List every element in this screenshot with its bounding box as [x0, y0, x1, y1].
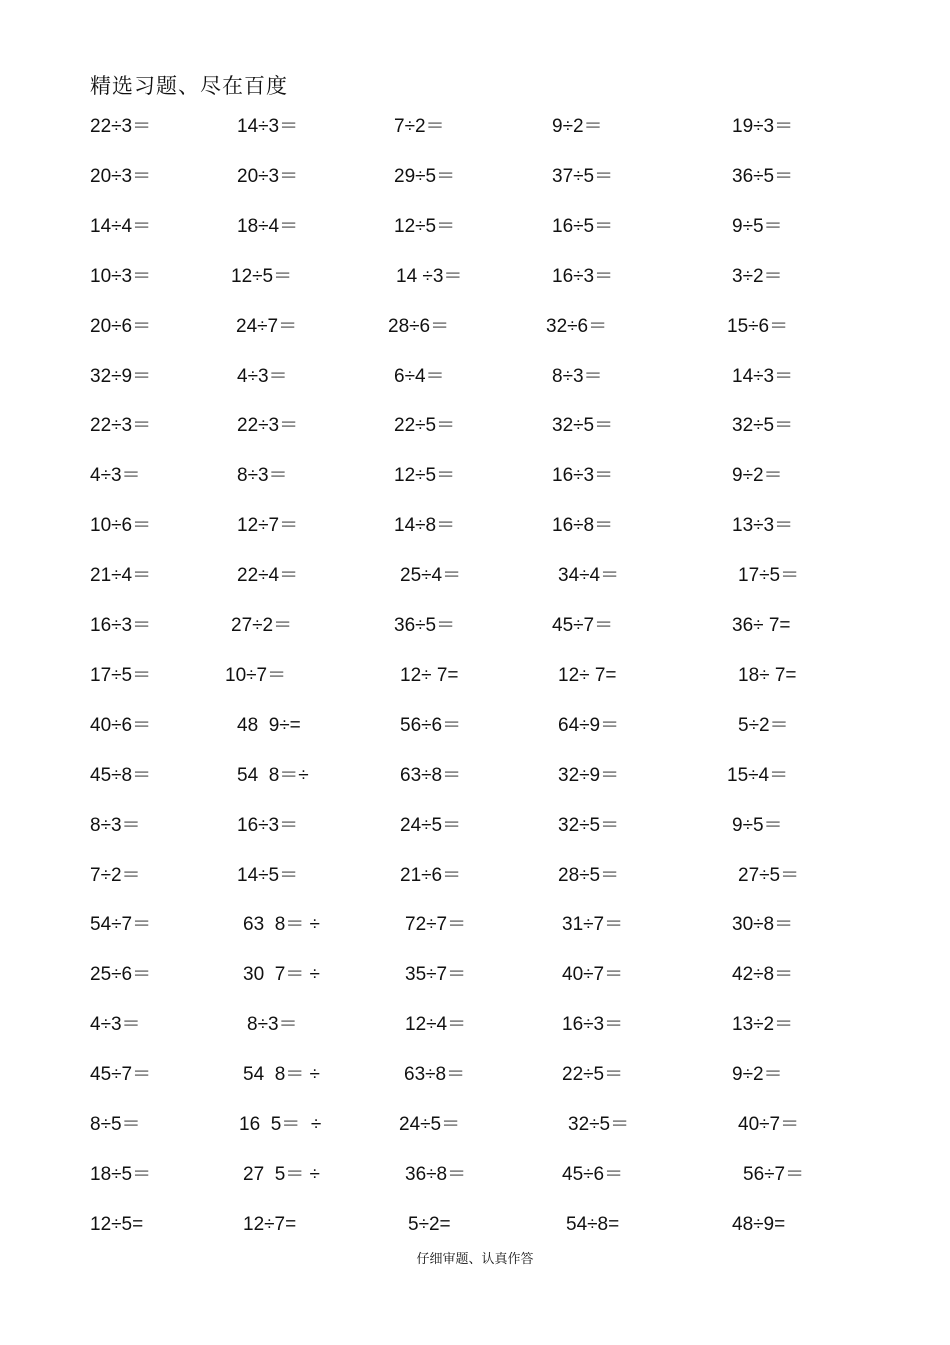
problem-r16-c3: 21÷6＝	[400, 865, 462, 886]
problem-r1-c5: 19÷3＝	[732, 116, 794, 137]
page-footer: 仔细审题、认真作答	[416, 1252, 534, 1267]
problem-r19-c5: 13÷2＝	[732, 1014, 794, 1035]
problem-r16-c5: 27÷5＝	[738, 865, 800, 886]
problem-r15-c4: 32÷5＝	[558, 815, 620, 836]
problem-r13-c1: 40÷6＝	[90, 715, 152, 736]
problem-r3-c4: 16÷5＝	[552, 216, 614, 237]
problem-r16-c2: 14÷5＝	[237, 865, 299, 886]
problem-r19-c4: 16÷3＝	[562, 1014, 624, 1035]
problem-r19-c2: 8÷3＝	[247, 1014, 298, 1035]
problem-r13-c5: 5÷2＝	[738, 715, 789, 736]
problem-r20-c3: 63÷8＝	[404, 1064, 466, 1085]
problem-r20-c5: 9÷2＝	[732, 1064, 783, 1085]
problem-r21-c1: 8÷5＝	[90, 1114, 141, 1135]
problem-r9-c2: 12÷7＝	[237, 515, 299, 536]
problem-r8-c3: 12÷5＝	[394, 465, 456, 486]
problem-r6-c3: 6÷4＝	[394, 366, 445, 387]
problem-r17-c3: 72÷7＝	[405, 914, 467, 935]
problem-r20-c4: 22÷5＝	[562, 1064, 624, 1085]
problem-r23-c2: 12÷7=	[243, 1214, 297, 1235]
problem-r7-c4: 32÷5＝	[552, 415, 614, 436]
problem-r23-c5: 48÷9=	[732, 1214, 786, 1235]
problem-r11-c5: 36÷ 7=	[732, 615, 791, 636]
problem-r9-c5: 13÷3＝	[732, 515, 794, 536]
problem-r6-c5: 14÷3＝	[732, 366, 794, 387]
problem-r13-c4: 64÷9＝	[558, 715, 620, 736]
problem-r19-c3: 12÷4＝	[405, 1014, 467, 1035]
problem-r14-c3: 63÷8＝	[400, 765, 462, 786]
problem-r18-c1: 25÷6＝	[90, 964, 152, 985]
problem-r7-c3: 22÷5＝	[394, 415, 456, 436]
problem-r17-c1: 54÷7＝	[90, 914, 152, 935]
problem-r4-c1: 10÷3＝	[90, 266, 152, 287]
problem-r16-c4: 28÷5＝	[558, 865, 620, 886]
problem-r15-c3: 24÷5＝	[400, 815, 462, 836]
problem-r12-c4: 12÷ 7=	[558, 665, 617, 686]
problem-r8-c4: 16÷3＝	[552, 465, 614, 486]
problem-r9-c3: 14÷8＝	[394, 515, 456, 536]
problem-r1-c2: 14÷3＝	[237, 116, 299, 137]
problem-r7-c2: 22÷3＝	[237, 415, 299, 436]
problem-r15-c2: 16÷3＝	[237, 815, 299, 836]
problem-r5-c4: 32÷6＝	[546, 316, 608, 337]
problem-r23-c1: 12÷5=	[90, 1214, 144, 1235]
problem-r5-c3: 28÷6＝	[388, 316, 450, 337]
problem-r12-c2: 10÷7＝	[225, 665, 287, 686]
problem-r4-c5: 3÷2＝	[732, 266, 783, 287]
problem-r10-c3: 25÷4＝	[400, 565, 462, 586]
problem-r11-c2: 27÷2＝	[231, 615, 293, 636]
problem-r3-c3: 12÷5＝	[394, 216, 456, 237]
problem-r21-c4: 32÷5＝	[568, 1114, 630, 1135]
problem-r5-c5: 15÷6＝	[727, 316, 789, 337]
problem-r2-c1: 20÷3＝	[90, 166, 152, 187]
problem-r22-c3: 36÷8＝	[405, 1164, 467, 1185]
problem-r10-c2: 22÷4＝	[237, 565, 299, 586]
problem-r22-c2: 27 5＝ ÷	[243, 1164, 320, 1185]
problem-r11-c4: 45÷7＝	[552, 615, 614, 636]
problem-r8-c5: 9÷2＝	[732, 465, 783, 486]
problem-r17-c2: 63 8＝ ÷	[243, 914, 320, 935]
problem-r14-c5: 15÷4＝	[727, 765, 789, 786]
problem-r12-c3: 12÷ 7=	[400, 665, 459, 686]
problem-r5-c1: 20÷6＝	[90, 316, 152, 337]
problem-r17-c5: 30÷8＝	[732, 914, 794, 935]
problem-r22-c4: 45÷6＝	[562, 1164, 624, 1185]
problem-r18-c5: 42÷8＝	[732, 964, 794, 985]
problem-r18-c3: 35÷7＝	[405, 964, 467, 985]
problem-r7-c1: 22÷3＝	[90, 415, 152, 436]
problem-r1-c4: 9÷2＝	[552, 116, 603, 137]
problem-r2-c5: 36÷5＝	[732, 166, 794, 187]
problem-r6-c2: 4÷3＝	[237, 366, 288, 387]
problem-r3-c1: 14÷4＝	[90, 216, 152, 237]
problem-r2-c4: 37÷5＝	[552, 166, 614, 187]
problem-r11-c1: 16÷3＝	[90, 615, 152, 636]
problem-r21-c5: 40÷7＝	[738, 1114, 800, 1135]
problem-r10-c4: 34÷4＝	[558, 565, 620, 586]
problem-r9-c4: 16÷8＝	[552, 515, 614, 536]
problem-r17-c4: 31÷7＝	[562, 914, 624, 935]
problem-r22-c1: 18÷5＝	[90, 1164, 152, 1185]
problem-r15-c5: 9÷5＝	[732, 815, 783, 836]
problem-r6-c1: 32÷9＝	[90, 366, 152, 387]
problem-r12-c5: 18÷ 7=	[738, 665, 797, 686]
problem-r10-c1: 21÷4＝	[90, 565, 152, 586]
problem-r12-c1: 17÷5＝	[90, 665, 152, 686]
problem-r1-c1: 22÷3＝	[90, 116, 152, 137]
problem-r5-c2: 24÷7＝	[236, 316, 298, 337]
problem-r4-c4: 16÷3＝	[552, 266, 614, 287]
problem-r14-c2: 54 8＝÷	[237, 765, 309, 786]
problem-r23-c3: 5÷2=	[408, 1214, 451, 1235]
problem-r15-c1: 8÷3＝	[90, 815, 141, 836]
problem-r4-c3: 14 ÷3＝	[396, 266, 463, 287]
problem-r7-c5: 32÷5＝	[732, 415, 794, 436]
problem-r6-c4: 8÷3＝	[552, 366, 603, 387]
problem-r22-c5: 56÷7＝	[743, 1164, 805, 1185]
problem-r13-c2: 48 9÷=	[237, 715, 301, 736]
problem-r3-c2: 18÷4＝	[237, 216, 299, 237]
page-header: 精选习题、尽在百度	[90, 74, 288, 98]
problem-r2-c2: 20÷3＝	[237, 166, 299, 187]
problem-r10-c5: 17÷5＝	[738, 565, 800, 586]
problem-r21-c3: 24÷5＝	[399, 1114, 461, 1135]
problem-r19-c1: 4÷3＝	[90, 1014, 141, 1035]
problem-r18-c4: 40÷7＝	[562, 964, 624, 985]
problem-r8-c2: 8÷3＝	[237, 465, 288, 486]
problem-r1-c3: 7÷2＝	[394, 116, 445, 137]
problem-r14-c4: 32÷9＝	[558, 765, 620, 786]
problem-r9-c1: 10÷6＝	[90, 515, 152, 536]
problem-r20-c1: 45÷7＝	[90, 1064, 152, 1085]
problem-r23-c4: 54÷8=	[566, 1214, 620, 1235]
problem-r14-c1: 45÷8＝	[90, 765, 152, 786]
problem-r2-c3: 29÷5＝	[394, 166, 456, 187]
problem-r13-c3: 56÷6＝	[400, 715, 462, 736]
problem-r3-c5: 9÷5＝	[732, 216, 783, 237]
problem-r16-c1: 7÷2＝	[90, 865, 141, 886]
problem-r8-c1: 4÷3＝	[90, 465, 141, 486]
problem-r11-c3: 36÷5＝	[394, 615, 456, 636]
problem-r18-c2: 30 7＝ ÷	[243, 964, 320, 985]
problem-r21-c2: 16 5＝ ÷	[239, 1114, 322, 1135]
problem-r4-c2: 12÷5＝	[231, 266, 293, 287]
problem-r20-c2: 54 8＝ ÷	[243, 1064, 320, 1085]
